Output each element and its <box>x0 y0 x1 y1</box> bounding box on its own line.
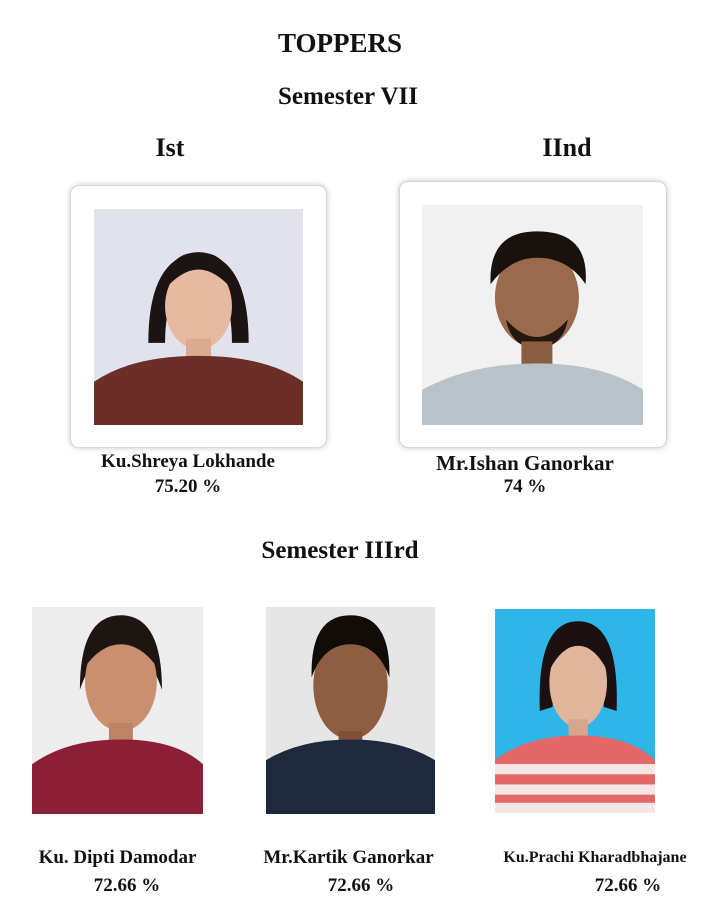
topper-percent-shreya: 75.20 % <box>154 476 222 497</box>
topper-percent-ishan: 74 % <box>503 476 547 497</box>
topper-name-dipti: Ku. Dipti Damodar <box>38 847 197 868</box>
topper-photo-kartik <box>266 607 435 814</box>
topper-photo-prachi <box>495 609 655 813</box>
topper-percent-prachi: 72.66 % <box>594 875 662 896</box>
topper-name-shreya: Ku.Shreya Lokhande <box>101 451 275 472</box>
topper-card-shreya <box>70 185 327 448</box>
topper-name-prachi: Ku.Prachi Kharadbhajane <box>503 849 687 866</box>
rank-first-label: Ist <box>155 133 185 162</box>
semester-vii-heading: Semester VII <box>277 83 419 110</box>
page-title: TOPPERS <box>277 28 403 58</box>
topper-name-ishan: Mr.Ishan Ganorkar <box>436 451 614 475</box>
topper-photo-dipti <box>32 607 203 814</box>
topper-name-kartik: Mr.Kartik Ganorkar <box>263 847 434 868</box>
topper-photo-ishan <box>422 205 643 425</box>
topper-card-ishan <box>399 181 667 448</box>
semester-iii-heading: Semester IIIrd <box>261 537 419 564</box>
topper-photo-shreya <box>94 209 303 425</box>
topper-percent-dipti: 72.66 % <box>93 875 161 896</box>
topper-percent-kartik: 72.66 % <box>327 875 395 896</box>
rank-second-label: IInd <box>542 133 592 162</box>
